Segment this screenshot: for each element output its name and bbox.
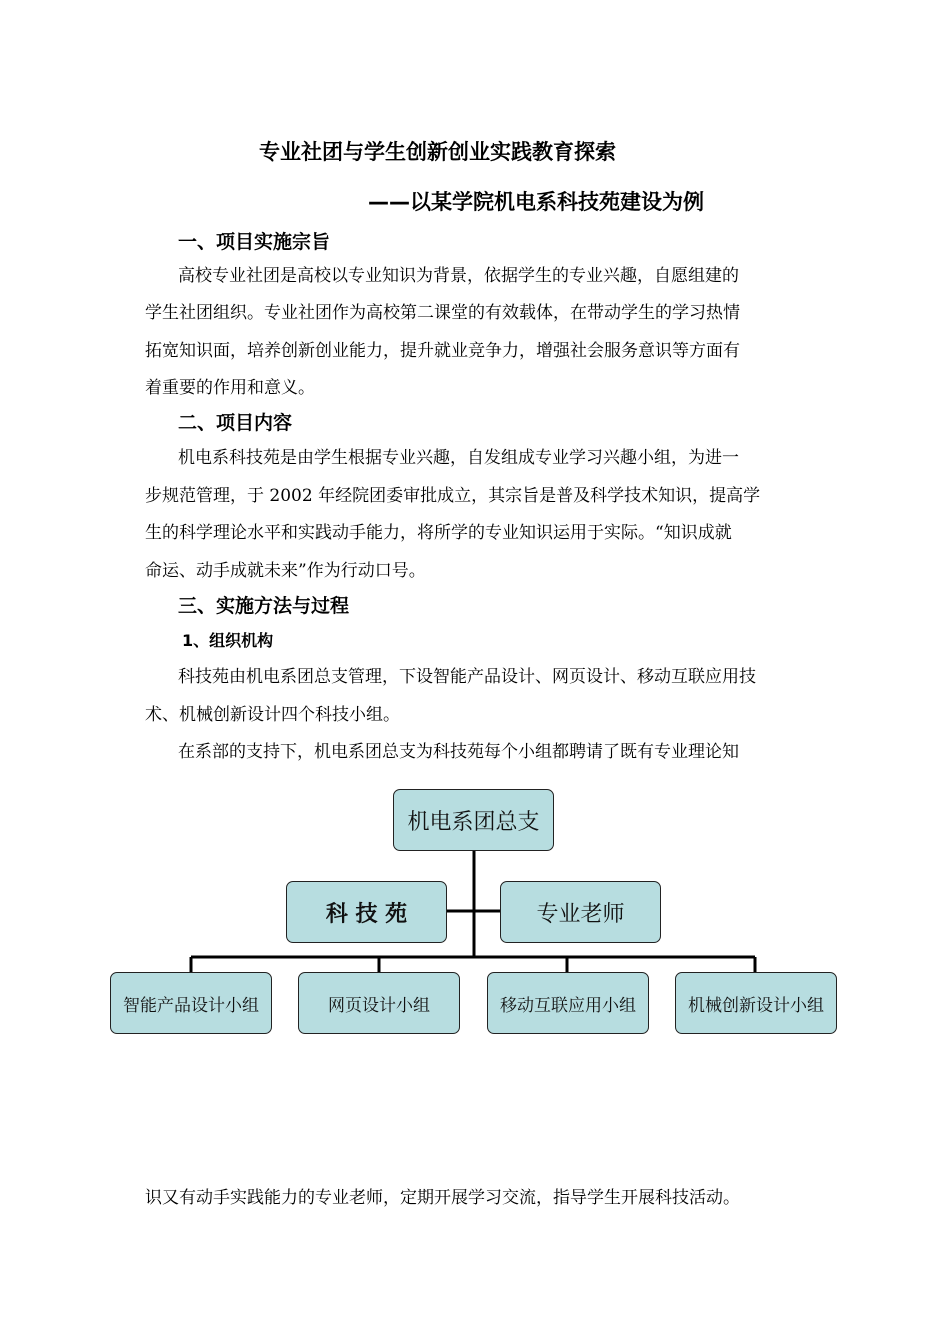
paragraph-line: 识又有动手实践能力的专业老师，定期开展学习交流，指导学生开展科技活动。 bbox=[145, 1188, 740, 1208]
paragraph-line: 机电系科技苑是由学生根据专业兴趣，自发组成专业学习兴趣小组，为进一 bbox=[178, 448, 739, 468]
section-heading-purpose: 一、项目实施宗旨 bbox=[178, 231, 331, 253]
subsection-heading-organization: 1、组织机构 bbox=[182, 631, 274, 650]
org-node-keji-yuan bbox=[286, 881, 447, 943]
org-node-group-label: 机械创新设计小组 bbox=[688, 995, 824, 1016]
paragraph-line: 学生社团组织。专业社团作为高校第二课堂的有效载体，在带动学生的学习热情 bbox=[145, 303, 740, 323]
section-heading-content: 二、项目内容 bbox=[178, 412, 293, 434]
org-node-group-label: 移动互联应用小组 bbox=[500, 995, 636, 1016]
paragraph-line: 生的科学理论水平和实践动手能力，将所学的专业知识运用于实际。“知识成就 bbox=[145, 523, 732, 543]
paragraph-line: 高校专业社团是高校以专业知识为背景，依据学生的专业兴趣，自愿组建的 bbox=[178, 266, 739, 286]
paragraph-line: 着重要的作用和意义。 bbox=[145, 378, 315, 398]
paragraph-line: 拓宽知识面，培养创新创业能力，提升就业竞争力，增强社会服务意识等方面有 bbox=[145, 341, 740, 361]
org-node-group bbox=[675, 972, 837, 1034]
org-node-root-label: 机电系团总支 bbox=[407, 809, 540, 835]
org-node-group bbox=[487, 972, 649, 1034]
paragraph-line: 科技苑由机电系团总支管理，下设智能产品设计、网页设计、移动互联应用技 bbox=[178, 667, 756, 687]
org-node-group-label: 智能产品设计小组 bbox=[123, 995, 259, 1016]
org-node-group bbox=[110, 972, 272, 1034]
org-node-group-label: 网页设计小组 bbox=[328, 995, 430, 1016]
document-subtitle: ——以某学院机电系科技苑建设为例 bbox=[368, 190, 704, 214]
paragraph-line: 在系部的支持下，机电系团总支为科技苑每个小组都聘请了既有专业理论知 bbox=[178, 742, 739, 762]
section-heading-methods: 三、实施方法与过程 bbox=[178, 595, 350, 617]
org-node-teachers bbox=[500, 881, 661, 943]
org-node-keji-yuan-label: 科 技 苑 bbox=[325, 901, 408, 927]
org-node-group bbox=[298, 972, 460, 1034]
paragraph-line: 命运、动手成就未来”作为行动口号。 bbox=[145, 561, 426, 581]
org-node-teachers-label: 专业老师 bbox=[536, 901, 625, 927]
paragraph-line: 步规范管理，于 2002 年经院团委审批成立，其宗旨是普及科学技术知识，提高学 bbox=[145, 486, 761, 506]
document-title: 专业社团与学生创新创业实践教育探索 bbox=[259, 140, 616, 164]
paragraph-line: 术、机械创新设计四个科技小组。 bbox=[145, 705, 400, 725]
org-node-root bbox=[393, 789, 554, 851]
